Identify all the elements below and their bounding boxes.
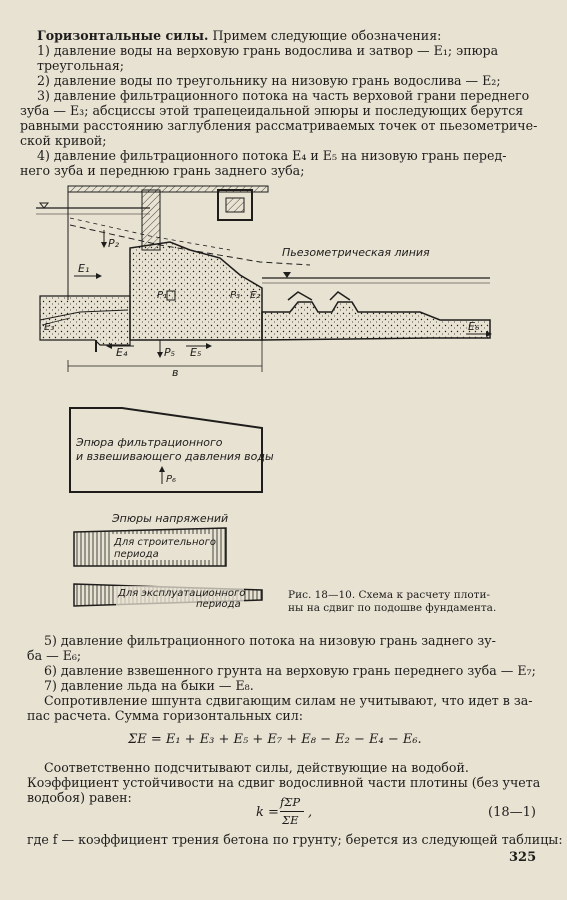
label-E2: E₂ [250,290,261,301]
text-line: 4) давление фильтрационного потока E₄ и E₅ на низовую грань перед- [37,148,507,163]
k-formula-lhs: k = [256,805,279,820]
operation-label-1: Для эксплуатационного [118,588,246,599]
heading-rest: Примем следующие обозначения: [208,28,442,43]
label-E1: E₁ [78,262,90,275]
label-b: в [172,366,179,379]
text-line: водобоя) равен: [27,790,132,805]
text-line: 7) давление льда на быки — E₈. [44,678,254,693]
label-P3: P₃ [230,290,241,301]
spillway-body [130,242,262,340]
label-E3: E₃ [44,322,55,333]
label-E6: E₆ [468,320,480,333]
operation-label-2: периода [196,599,241,610]
page-number: 325 [509,850,537,865]
equation-number: (18—1) [488,805,536,820]
label-P2: P₂ [108,237,120,250]
text-line: 3) давление фильтрационного потока на часть верховой грани переднего [37,88,530,103]
text-line: 5) давление фильтрационного потока на низовую грань заднего зу- [44,633,496,648]
construction-label-1: Для строительного [114,537,216,548]
text-line: него зуба и переднюю грань заднего зуба; [20,163,305,178]
text-line: равными расстоянию заглубления рассматриваемых точек от пьезометриче- [20,118,538,133]
diagram-title-1: Эпюра фильтрационного [76,436,223,449]
construction-label-2: периода [114,549,159,560]
k-formula-comma: , [308,805,313,820]
text-line: пас расчета. Сумма горизонтальных сил: [27,708,304,723]
text-line: где f — коэффициент трения бетона по грунту; берется из следующей таблицы: [27,832,563,847]
text-line: ба — E₆; [27,648,82,663]
text-line: Соответственно подсчитывают силы, действующие на водобой. [44,760,469,775]
text-line: 2) давление воды по треугольнику на низовую грань водослива — E₂; [37,73,501,88]
label-E5: E₅ [190,346,202,359]
label-P1: P₁ [157,290,168,301]
text-line: 6) давление взвешенного грунта на верховую грань переднего зуба — E₇; [44,663,536,678]
figure-caption-1: Рис. 18—10. Схема к расчету плоти- [288,589,491,601]
section-heading: Горизонтальные силы. [37,28,209,43]
label-P6: P₆ [166,474,177,485]
gate [142,190,160,250]
text-line: Коэффициент устойчивости на сдвиг водосливной части плотины (без учета [27,775,541,790]
diagram-title-2: и взвешивающего давления воды [76,450,274,463]
text-line: Сопротивление шпунта сдвигающим силам не учитывают, что идет в за- [44,693,533,708]
sum-formula: ΣE = E₁ + E₃ + E₅ + E₇ + E₈ − E₂ − E₄ − E₆. [128,732,422,747]
figure-caption-2: ны на сдвиг по подошве фундамента. [288,602,497,614]
stress-title: Эпюры напряжений [112,512,229,525]
fraction-bar [280,811,304,812]
text-line: треугольная; [37,58,125,73]
k-formula-denominator: ΣE [282,813,299,827]
label-P5: P₅ [164,346,176,359]
label-E4: E₄ [116,346,128,359]
piezometric-label: Пьезометрическая линия [282,246,430,259]
text-line: ской кривой; [20,133,107,148]
apron [262,302,490,340]
text-line: зуба — E₃; абсциссы этой трапецеидальной эпюры и последующих берутся [20,103,524,118]
text-line: 1) давление воды на верховую грань водослива и затвор — E₁; эпюра [37,43,499,58]
k-formula-numerator: fΣP [280,795,301,809]
